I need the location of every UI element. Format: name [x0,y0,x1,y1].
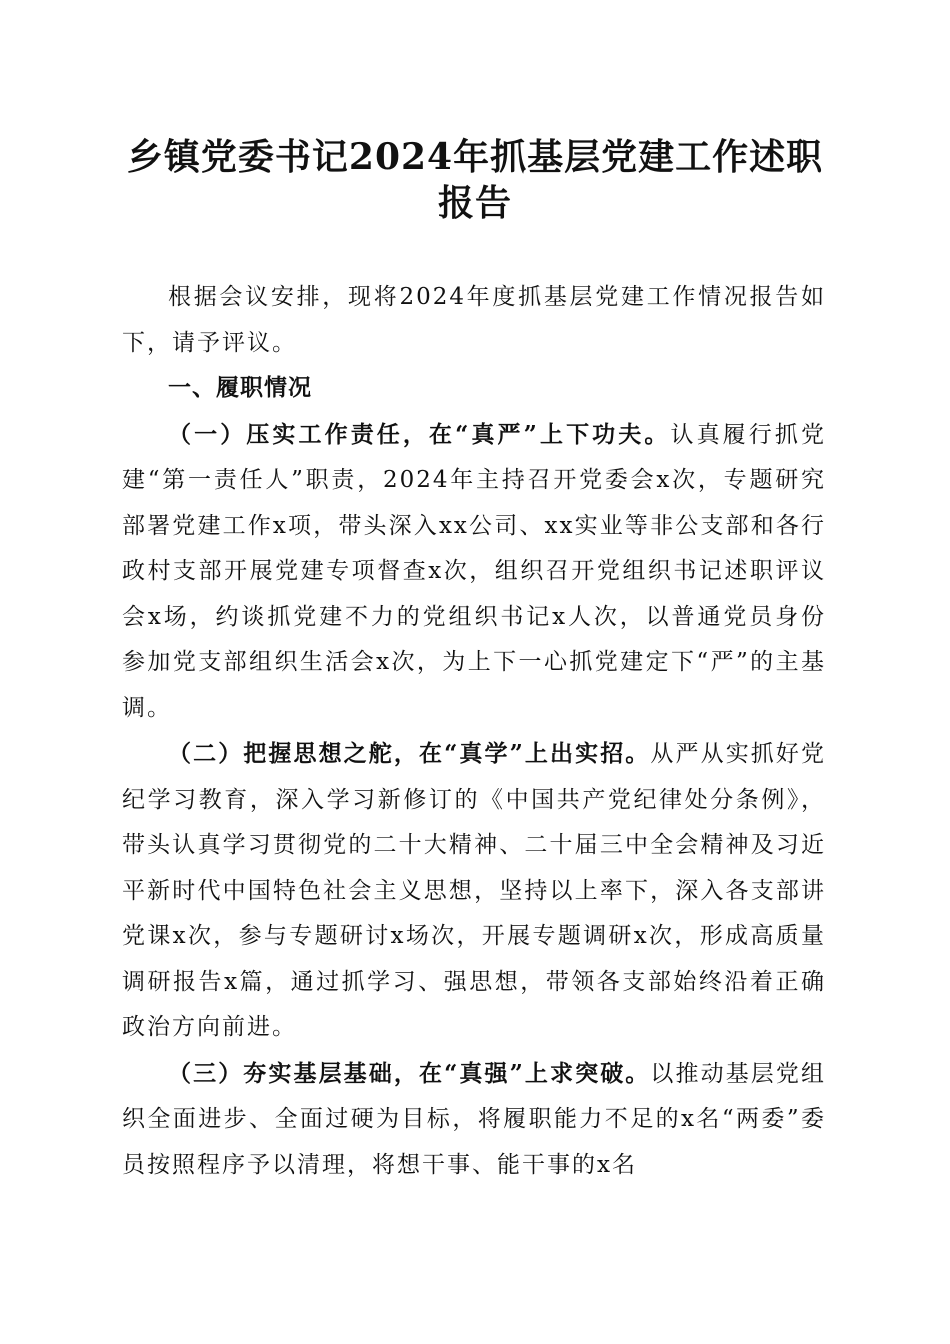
paragraph-text: 以推动基层党组织全面进步、全面过硬为目标，将履职能力不足的x名“两委”委员按照程序予以清理，将想干事、能干事的x名 [122,1060,826,1178]
paragraph-lead: （三）夯实基层基础，在“真强”上求突破。 [168,1059,651,1087]
document-title: 乡镇党委书记2024年抓基层党建工作述职报告 [126,136,824,224]
paragraph-item-1 [122,412,826,732]
paragraph-item-3 [122,1051,826,1189]
paragraph-item-2 [122,731,826,1051]
document-body [122,275,826,1188]
intro-paragraph: 根据会议安排，现将2024年度抓基层党建工作情况报告如下，请予评议。 [122,284,826,356]
paragraph-text: 从严从实抓好党纪学习教育，深入学习新修订的《中国共产党纪律处分条例》，带头认真学习贯彻党的二十大精神、二十届三中全会精神及习近平新时代中国特色社会主义思想，坚持以上率下，深入各支部讲党课x次，参与专题研讨x场次，开展专题调研x次，形成高质量调研报告x篇，通过抓学习、强思想，带领各支部始终沿着正确政治方向前进。 [122,741,826,1040]
section-heading: 一、履职情况 [168,375,312,401]
paragraph-text: 认真履行抓党建“第一责任人”职责，2024年主持召开党委会x次，专题研究部署党建工作x项，带头深入xx公司、xx实业等非公支部和各行政村支部开展党建专项督查x次，组织召开党组织书记述职评议会x场，约谈抓党建不力的党组织书记x人次，以普通党员身份参加党支部组织生活会x次，为上下一心抓党建定下“严”的主基调。 [122,421,826,721]
paragraph-lead: （二）把握思想之舵，在“真学”上出实招。 [168,740,651,767]
paragraph-lead: （一）压实工作责任，在“真严”上下功夫。 [168,420,671,448]
